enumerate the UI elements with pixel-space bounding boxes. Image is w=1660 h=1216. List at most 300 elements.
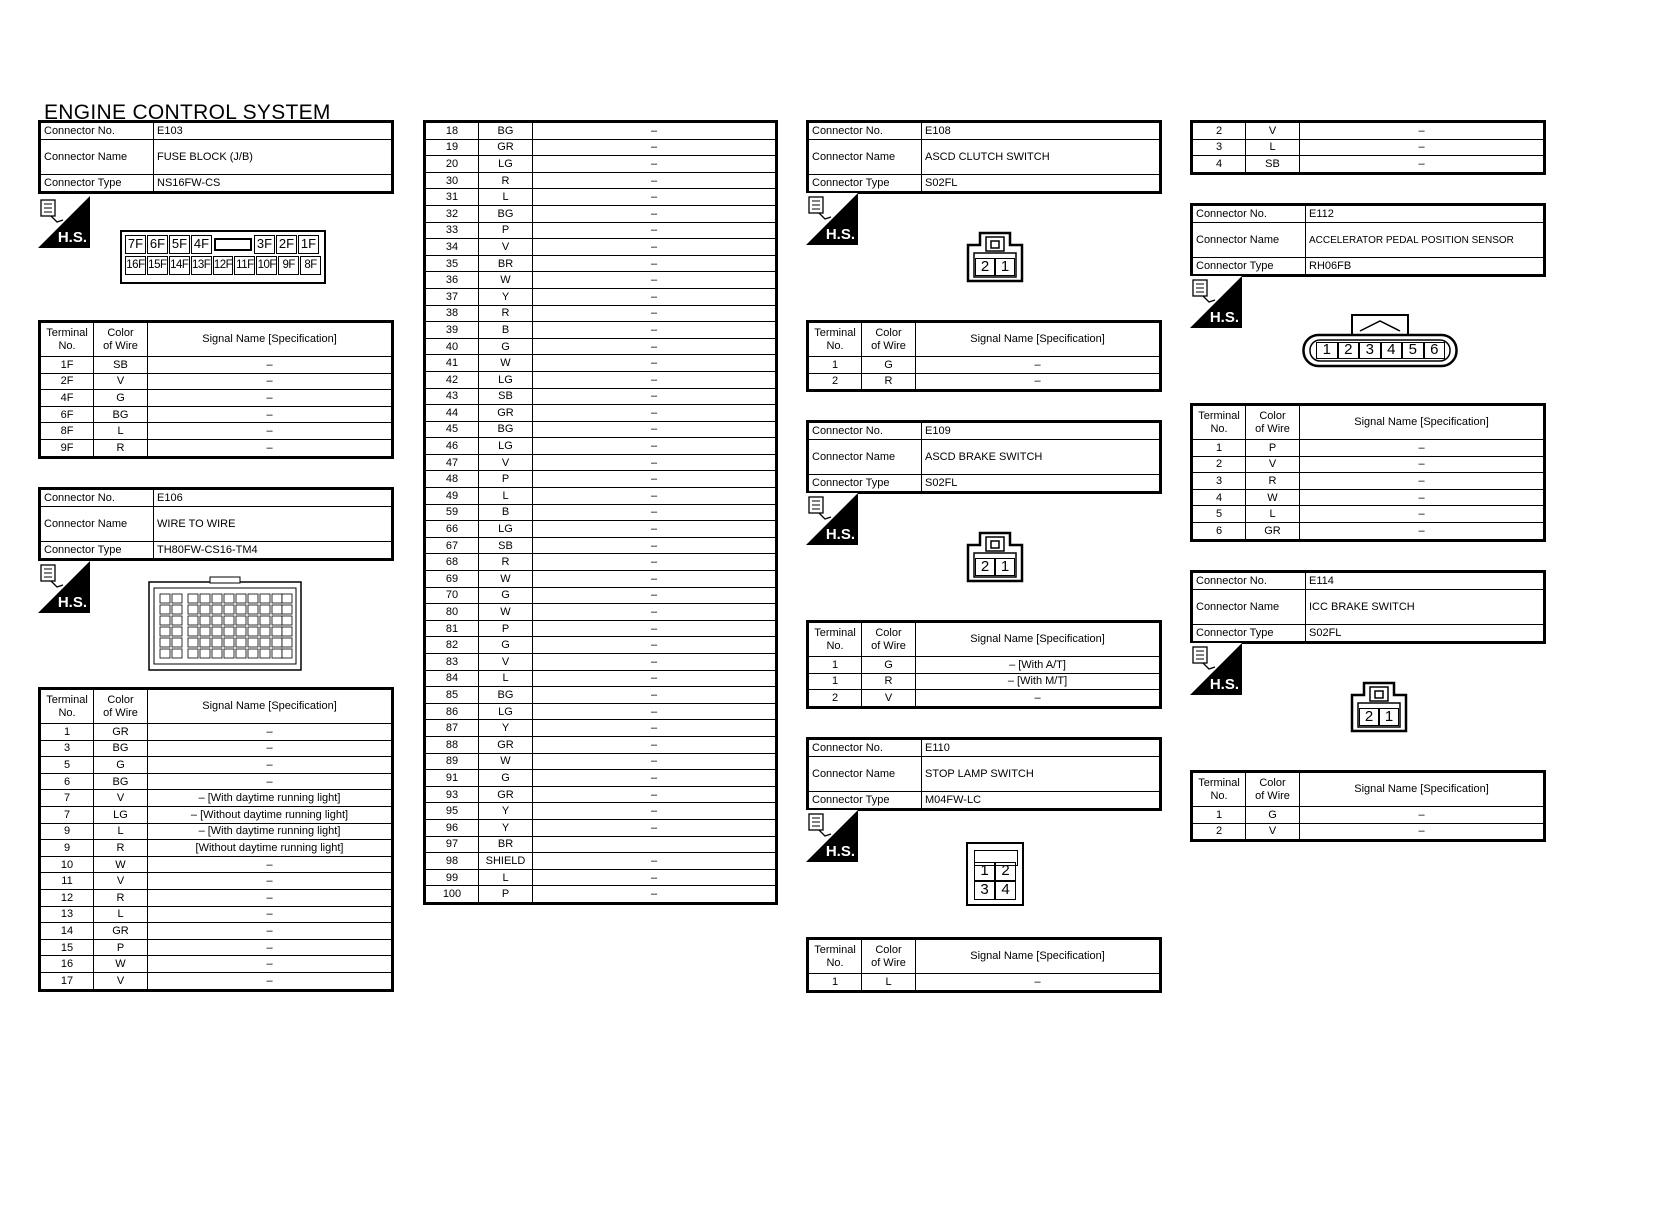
wire-color-cell: G xyxy=(479,587,533,604)
table-row xyxy=(425,703,777,720)
connector-pin-label: 1 xyxy=(974,862,995,881)
color-header-line2: of Wire xyxy=(1255,422,1290,435)
terminal-no-cell: 67 xyxy=(425,537,479,554)
hs-label: H.S. xyxy=(825,526,855,543)
signal-name-cell: – xyxy=(533,172,777,189)
table-row xyxy=(40,757,393,774)
terminal-no-cell: 12 xyxy=(40,889,94,906)
terminal-no-cell: 33 xyxy=(425,222,479,239)
terminal-no-cell: 5 xyxy=(40,757,94,774)
signal-name-cell: – xyxy=(148,972,393,990)
terminal-no-cell: 82 xyxy=(425,637,479,654)
wire-color-cell: L xyxy=(862,974,916,992)
connector-name-value: ASCD CLUTCH SWITCH xyxy=(922,140,1161,175)
wire-color-cell: G xyxy=(479,770,533,787)
harness-side-icon xyxy=(38,561,90,613)
hs-label: H.S. xyxy=(825,226,855,243)
signal-name-cell: – xyxy=(916,690,1161,708)
color-header-line1: Color xyxy=(875,326,902,339)
harness-side-icon xyxy=(1190,276,1242,328)
terminal-no-header xyxy=(1192,772,1246,807)
terminal-no-cell: 68 xyxy=(425,554,479,571)
table-row xyxy=(40,740,393,757)
connector-no-label: Connector No. xyxy=(808,422,922,440)
terminal-no-header xyxy=(40,322,94,357)
wire-color-cell: L xyxy=(94,906,148,923)
terminal-no-cell: 39 xyxy=(425,322,479,339)
page-title: ENGINE CONTROL SYSTEM xyxy=(44,101,331,124)
wire-color-cell: B xyxy=(479,504,533,521)
terminal-no-cell: 43 xyxy=(425,388,479,405)
hs-label: H.S. xyxy=(825,843,855,860)
terminal-no-cell: 16 xyxy=(40,956,94,973)
table-row xyxy=(40,423,393,440)
pin-table-header xyxy=(808,622,1161,657)
wire-color-cell: R xyxy=(862,373,916,391)
terminal-no-header xyxy=(1192,405,1246,440)
terminal-no-cell: 31 xyxy=(425,189,479,206)
signal-name-cell: – xyxy=(148,773,393,790)
terminal-no-cell: 11 xyxy=(40,873,94,890)
signal-name-cell: – xyxy=(533,139,777,156)
connector-type-label: Connector Type xyxy=(808,475,922,493)
terminal-no-cell: 7 xyxy=(40,790,94,807)
table-row xyxy=(1192,807,1545,824)
wire-color-cell: L xyxy=(479,488,533,505)
table-row xyxy=(40,956,393,973)
terminal-no-cell: 89 xyxy=(425,753,479,770)
wire-color-cell: GR xyxy=(94,724,148,741)
table-row xyxy=(425,537,777,554)
terminal-no-cell: 9 xyxy=(40,823,94,840)
wire-color-cell: R xyxy=(479,554,533,571)
wire-color-cell: G xyxy=(1246,807,1300,824)
connector-e103-info xyxy=(38,120,394,194)
terminal-no-header xyxy=(808,939,862,974)
signal-name-cell: – xyxy=(533,604,777,621)
connector-type-value: RH06FB xyxy=(1306,258,1545,276)
connector-e106-pins-continued xyxy=(423,120,778,905)
hs-label: H.S. xyxy=(57,229,87,246)
table-row xyxy=(1192,823,1545,841)
wire-color-cell: GR xyxy=(94,923,148,940)
pin-table-header xyxy=(1192,405,1545,440)
wire-color-cell: LG xyxy=(479,371,533,388)
wire-color-cell: P xyxy=(479,471,533,488)
connector-pin-label: 13F xyxy=(191,256,212,275)
table-row xyxy=(425,554,777,571)
signal-name-cell: – xyxy=(533,886,777,904)
table-row xyxy=(425,454,777,471)
wire-color-cell: B xyxy=(479,322,533,339)
connector-name-label: Connector Name xyxy=(808,757,922,792)
signal-name-cell: – xyxy=(533,803,777,820)
wire-color-cell: LG xyxy=(479,703,533,720)
connector-e110-info xyxy=(806,737,1162,811)
signal-name-header: Signal Name [Specification] xyxy=(1300,772,1545,807)
terminal-header-line2: No. xyxy=(58,339,76,352)
table-row xyxy=(40,724,393,741)
signal-name-cell: – xyxy=(533,753,777,770)
table-row xyxy=(808,373,1161,391)
connector-pin-label: 3 xyxy=(974,881,995,900)
table-row xyxy=(425,886,777,904)
wire-color-cell: V xyxy=(1246,823,1300,841)
signal-name-cell: [Without daytime running light] xyxy=(148,840,393,857)
table-row xyxy=(1192,522,1545,540)
terminal-no-cell: 4 xyxy=(1192,156,1246,174)
connector-name-value: WIRE TO WIRE xyxy=(154,507,393,542)
terminal-no-cell: 84 xyxy=(425,670,479,687)
table-row xyxy=(1192,489,1545,506)
table-row xyxy=(425,836,777,853)
connector-pin-label: 1 xyxy=(1379,708,1399,726)
wire-color-cell: BR xyxy=(479,255,533,272)
connector-e106-info xyxy=(38,487,394,561)
terminal-no-cell: 2 xyxy=(808,690,862,708)
table-row xyxy=(425,720,777,737)
table-row xyxy=(40,889,393,906)
table-row xyxy=(40,823,393,840)
signal-name-cell: – xyxy=(533,571,777,588)
harness-side-icon xyxy=(38,196,90,248)
connector-name-label: Connector Name xyxy=(1192,223,1306,258)
table-row xyxy=(425,687,777,704)
wire-color-cell: G xyxy=(94,390,148,407)
terminal-no-cell: 6F xyxy=(40,406,94,423)
terminal-no-cell: 66 xyxy=(425,521,479,538)
terminal-no-cell: 98 xyxy=(425,853,479,870)
connector-name-value: FUSE BLOCK (J/B) xyxy=(154,140,393,175)
signal-name-header: Signal Name [Specification] xyxy=(148,322,393,357)
wire-color-cell: W xyxy=(94,956,148,973)
terminal-no-cell: 4F xyxy=(40,390,94,407)
signal-name-cell: – xyxy=(533,637,777,654)
terminal-no-cell: 97 xyxy=(425,836,479,853)
signal-name-cell: – xyxy=(1300,506,1545,523)
connector-pin-label: 1 xyxy=(995,258,1015,276)
terminal-no-cell: 83 xyxy=(425,654,479,671)
table-row xyxy=(1192,122,1545,140)
connector-e108-pins xyxy=(806,320,1162,392)
wire-color-cell: GR xyxy=(479,139,533,156)
terminal-no-cell: 38 xyxy=(425,305,479,322)
terminal-no-cell: 14 xyxy=(40,923,94,940)
signal-name-cell: – xyxy=(533,156,777,173)
table-row xyxy=(1192,156,1545,174)
table-row xyxy=(425,587,777,604)
connector-pin-label: 1 xyxy=(1316,342,1338,359)
wire-color-cell: V xyxy=(94,790,148,807)
wire-color-header xyxy=(94,322,148,357)
connector-no-value: E109 xyxy=(922,422,1161,440)
connector-pin-label: 14F xyxy=(169,256,190,275)
table-row xyxy=(1192,473,1545,490)
wire-color-cell: P xyxy=(479,620,533,637)
table-row xyxy=(425,853,777,870)
signal-name-cell: – xyxy=(1300,807,1545,824)
terminal-no-cell: 46 xyxy=(425,438,479,455)
table-row xyxy=(808,357,1161,374)
table-row xyxy=(425,571,777,588)
table-row xyxy=(425,521,777,538)
signal-name-cell: – xyxy=(533,537,777,554)
wire-color-header xyxy=(862,322,916,357)
wire-color-cell: BG xyxy=(479,421,533,438)
signal-name-cell: – xyxy=(533,205,777,222)
table-row xyxy=(425,786,777,803)
wire-color-header xyxy=(862,939,916,974)
fuse-block-key xyxy=(213,235,253,254)
signal-name-cell: – xyxy=(533,869,777,886)
terminal-no-cell: 1 xyxy=(40,724,94,741)
table-row xyxy=(40,439,393,457)
connector-e108-info xyxy=(806,120,1162,194)
signal-name-cell: – xyxy=(533,438,777,455)
terminal-no-cell: 1 xyxy=(808,357,862,374)
terminal-no-cell: 70 xyxy=(425,587,479,604)
wire-color-cell: R xyxy=(1246,473,1300,490)
wire-color-cell: SB xyxy=(479,388,533,405)
wire-color-cell: V xyxy=(479,654,533,671)
terminal-header-line2: No. xyxy=(1210,789,1228,802)
table-row xyxy=(425,122,777,140)
terminal-no-cell: 2 xyxy=(808,373,862,391)
terminal-no-cell: 96 xyxy=(425,819,479,836)
table-row xyxy=(425,488,777,505)
wire-color-cell: V xyxy=(94,972,148,990)
color-header-line1: Color xyxy=(107,693,134,706)
table-row xyxy=(425,355,777,372)
table-row xyxy=(425,803,777,820)
signal-name-cell: – xyxy=(533,355,777,372)
signal-name-cell: – xyxy=(533,736,777,753)
signal-name-cell: – xyxy=(1300,122,1545,140)
signal-name-cell: – xyxy=(533,272,777,289)
terminal-no-cell: 2 xyxy=(1192,823,1246,841)
wire-color-cell: BG xyxy=(94,406,148,423)
terminal-header-line1: Terminal xyxy=(814,626,856,639)
wire-color-cell: LG xyxy=(479,521,533,538)
connector-pin-label: 3F xyxy=(254,235,275,254)
terminal-no-cell: 35 xyxy=(425,255,479,272)
color-header-line2: of Wire xyxy=(1255,789,1290,802)
signal-name-cell: – xyxy=(148,724,393,741)
table-row xyxy=(425,371,777,388)
signal-name-cell: – xyxy=(533,471,777,488)
table-row xyxy=(40,373,393,390)
terminal-header-line2: No. xyxy=(826,956,844,969)
terminal-no-cell: 1 xyxy=(1192,807,1246,824)
connector-no-label: Connector No. xyxy=(40,489,154,507)
harness-side-icon xyxy=(806,193,858,245)
signal-name-header: Signal Name [Specification] xyxy=(916,622,1161,657)
table-row xyxy=(425,736,777,753)
wire-color-cell: V xyxy=(1246,456,1300,473)
connector-pin-label: 10F xyxy=(256,256,277,275)
table-row xyxy=(425,205,777,222)
connector-pin-label: 6 xyxy=(1424,342,1446,359)
table-row xyxy=(40,406,393,423)
terminal-no-cell: 5 xyxy=(1192,506,1246,523)
harness-side-icon xyxy=(1190,643,1242,695)
connector-pin-label: 2 xyxy=(995,862,1016,881)
signal-name-cell: – [With A/T] xyxy=(916,657,1161,674)
harness-side-icon xyxy=(806,810,858,862)
color-header-line1: Color xyxy=(1259,776,1286,789)
terminal-header-line2: No. xyxy=(826,639,844,652)
signal-name-cell: – xyxy=(533,720,777,737)
connector-e114-info xyxy=(1190,570,1546,644)
connector-e109-info xyxy=(806,420,1162,494)
wire-color-header xyxy=(862,622,916,657)
terminal-header-line1: Terminal xyxy=(814,943,856,956)
terminal-no-cell: 18 xyxy=(425,122,479,140)
wire-color-cell: SB xyxy=(1246,156,1300,174)
terminal-no-cell: 69 xyxy=(425,571,479,588)
wire-color-cell: L xyxy=(479,670,533,687)
connector-pin-label: 2 xyxy=(975,558,995,576)
connector-type-value: NS16FW-CS xyxy=(154,175,393,193)
wire-color-cell: W xyxy=(1246,489,1300,506)
terminal-no-cell: 4 xyxy=(1192,489,1246,506)
signal-name-cell: – xyxy=(148,423,393,440)
connector-type-label: Connector Type xyxy=(40,175,154,193)
signal-name-cell: – xyxy=(533,703,777,720)
connector-e106-face xyxy=(148,576,302,672)
table-row xyxy=(425,139,777,156)
table-row xyxy=(425,471,777,488)
wire-color-cell: R xyxy=(94,840,148,857)
terminal-no-cell: 3 xyxy=(1192,473,1246,490)
connector-pin-label: 9F xyxy=(278,256,299,275)
signal-name-cell: – [With daytime running light] xyxy=(148,823,393,840)
table-row xyxy=(40,873,393,890)
terminal-header-line2: No. xyxy=(1210,422,1228,435)
wire-color-cell: BG xyxy=(94,773,148,790)
signal-name-cell: – xyxy=(533,587,777,604)
connector-e103-face xyxy=(120,230,326,284)
signal-name-cell: – xyxy=(533,255,777,272)
terminal-no-cell: 99 xyxy=(425,869,479,886)
wire-color-cell: G xyxy=(94,757,148,774)
connector-e109-face xyxy=(966,531,1024,583)
signal-name-cell: – xyxy=(148,757,393,774)
terminal-no-cell: 15 xyxy=(40,939,94,956)
signal-name-cell: – xyxy=(148,873,393,890)
table-row xyxy=(425,305,777,322)
connector-pin-label: 4 xyxy=(1381,342,1403,359)
connector-pin-label: 2F xyxy=(276,235,297,254)
signal-name-cell: – [Without daytime running light] xyxy=(148,806,393,823)
terminal-no-cell: 41 xyxy=(425,355,479,372)
wire-color-cell: P xyxy=(94,939,148,956)
terminal-no-cell: 2 xyxy=(1192,122,1246,140)
table-row xyxy=(1192,506,1545,523)
signal-name-cell: – xyxy=(533,239,777,256)
connector-type-value: S02FL xyxy=(922,475,1161,493)
signal-name-cell: – xyxy=(533,770,777,787)
connector-name-value: ASCD BRAKE SWITCH xyxy=(922,440,1161,475)
table-row xyxy=(425,421,777,438)
table-row xyxy=(425,388,777,405)
connector-name-label: Connector Name xyxy=(1192,590,1306,625)
signal-name-cell: – xyxy=(533,687,777,704)
connector-pin-label: 2 xyxy=(1359,708,1379,726)
wire-color-cell: R xyxy=(479,172,533,189)
wire-color-cell: L xyxy=(479,869,533,886)
signal-name-cell: – xyxy=(148,939,393,956)
connector-face-icon xyxy=(148,576,302,672)
connector-pin-label: 7F xyxy=(125,235,146,254)
color-header-line2: of Wire xyxy=(871,639,906,652)
table-row xyxy=(1192,456,1545,473)
terminal-no-cell: 2 xyxy=(1192,456,1246,473)
table-row xyxy=(1192,440,1545,457)
table-row xyxy=(40,856,393,873)
wire-color-cell: Y xyxy=(479,803,533,820)
wire-color-cell: G xyxy=(862,357,916,374)
terminal-no-cell: 100 xyxy=(425,886,479,904)
pin-table-header xyxy=(40,689,393,724)
terminal-no-cell: 9 xyxy=(40,840,94,857)
wire-color-cell: P xyxy=(479,222,533,239)
wire-color-cell: V xyxy=(94,873,148,890)
terminal-no-cell: 1 xyxy=(808,974,862,992)
wire-color-cell: G xyxy=(479,338,533,355)
table-row xyxy=(1192,139,1545,156)
wire-color-cell: L xyxy=(94,423,148,440)
wire-color-cell: V xyxy=(479,454,533,471)
terminal-no-cell: 3 xyxy=(1192,139,1246,156)
connector-type-value: TH80FW-CS16-TM4 xyxy=(154,542,393,560)
wire-color-cell: BG xyxy=(479,205,533,222)
connector-pin-label: 6F xyxy=(147,235,168,254)
connector-e108-face xyxy=(966,231,1024,283)
table-row xyxy=(425,156,777,173)
table-row xyxy=(425,272,777,289)
terminal-no-cell: 40 xyxy=(425,338,479,355)
connector-pin-label: 2 xyxy=(975,258,995,276)
pin-table-header xyxy=(1192,772,1545,807)
connector-e109-pins xyxy=(806,620,1162,709)
wire-color-cell: SHIELD xyxy=(479,853,533,870)
connector-no-label: Connector No. xyxy=(1192,205,1306,223)
signal-name-cell: – xyxy=(1300,522,1545,540)
signal-name-cell: – xyxy=(533,454,777,471)
table-row xyxy=(425,322,777,339)
table-row xyxy=(425,637,777,654)
table-row xyxy=(425,504,777,521)
signal-name-cell: – xyxy=(533,819,777,836)
connector-no-value: E110 xyxy=(922,739,1161,757)
harness-side-icon xyxy=(806,493,858,545)
table-row xyxy=(425,338,777,355)
table-row xyxy=(425,770,777,787)
table-row xyxy=(40,923,393,940)
signal-name-cell: – xyxy=(1300,156,1545,174)
wire-color-cell: Y xyxy=(479,819,533,836)
connector-e106-pins xyxy=(38,687,394,992)
signal-name-cell: – xyxy=(533,853,777,870)
terminal-no-cell: 49 xyxy=(425,488,479,505)
wire-color-cell: W xyxy=(479,355,533,372)
wire-color-cell: L xyxy=(479,189,533,206)
color-header-line2: of Wire xyxy=(103,706,138,719)
table-row xyxy=(40,939,393,956)
wire-color-cell: GR xyxy=(479,786,533,803)
table-row xyxy=(425,819,777,836)
